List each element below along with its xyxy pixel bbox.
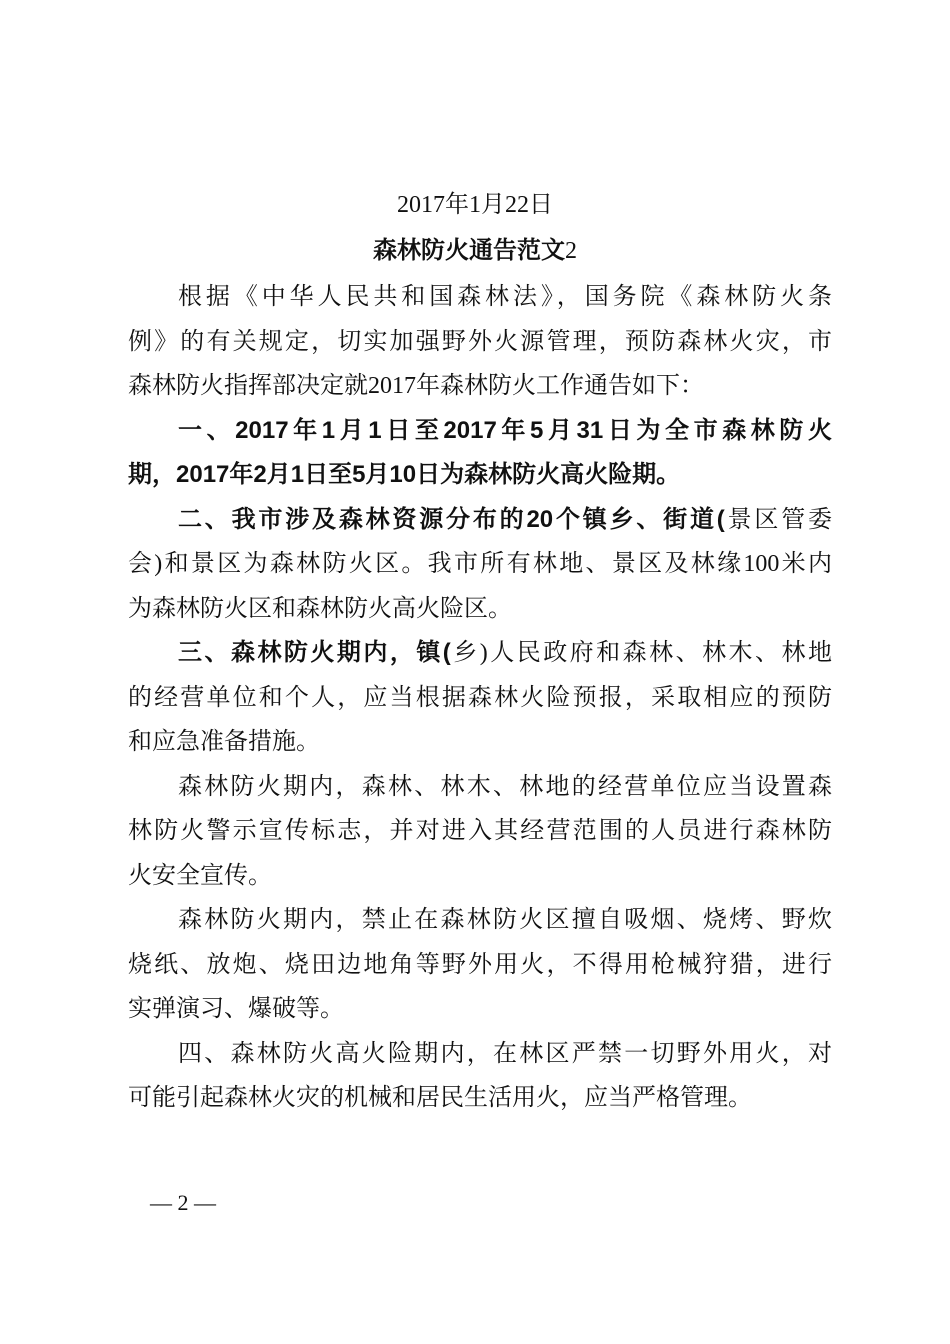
bold-run: 三、森林防火期内，镇( xyxy=(178,639,451,666)
paragraph-item-2 xyxy=(128,498,832,632)
paragraph-line: 会)和景区为森林防火区。我市所有林地、景区及林缘100米内 xyxy=(128,551,832,577)
paragraph-item-4 xyxy=(128,1032,832,1121)
paragraph-intro xyxy=(128,275,832,409)
document-title-number: 2 xyxy=(565,238,577,264)
paragraph-line: 森林防火指挥部决定就2017年森林防火工作通告如下： xyxy=(128,373,704,399)
paragraph-line xyxy=(128,498,832,543)
paragraph-line: 可能引起森林火灾的机械和居民生活用火，应当严格管理。 xyxy=(128,1084,752,1111)
paragraph-line: 根据《中华人民共和国森林法》，国务院《森林防火条 xyxy=(178,284,832,310)
paragraph-item-3 xyxy=(128,631,832,765)
paragraph-line: 一、2017年1月1日至2017年5月31日为全市森林防火 xyxy=(178,416,832,444)
document-body xyxy=(128,275,832,1121)
paragraph-signage xyxy=(128,765,832,899)
regular-run: 景区管委 xyxy=(724,506,832,533)
document-title xyxy=(0,230,950,265)
document-title-text: 森林防火通告范文 xyxy=(373,238,565,264)
document-date: 2017年1月22日 xyxy=(397,192,553,218)
bold-run: 二、我市涉及森林资源分布的20个镇乡、街道( xyxy=(178,505,725,533)
paragraph-line: 四、森林防火高火险期内，在林区严禁一切野外用火，对 xyxy=(178,1039,832,1067)
regular-run: 乡)人民政府和森林、林木、林地 xyxy=(450,640,832,666)
paragraph-line: 森林防火期内，禁止在森林防火区擅自吸烟、烧烤、野炊 xyxy=(178,907,832,933)
paragraph-line xyxy=(128,631,832,676)
paragraph-line: 火安全宣传。 xyxy=(128,862,272,889)
paragraph-prohibitions xyxy=(128,898,832,1032)
paragraph-line: 烧纸、放炮、烧田边地角等野外用火，不得用枪械狩猎，进行 xyxy=(128,951,832,978)
paragraph-line: 的经营单位和个人，应当根据森林火险预报，采取相应的预防 xyxy=(128,684,832,711)
page-number: — 2 — xyxy=(150,1190,216,1215)
paragraph-line: 和应急准备措施。 xyxy=(128,729,320,755)
paragraph-line: 例》的有关规定，切实加强野外火源管理，预防森林火灾，市 xyxy=(128,328,832,355)
paragraph-line: 实弹演习、爆破等。 xyxy=(128,996,344,1022)
paragraph-line: 期，2017年2月1日至5月10日为森林防火高火险期。 xyxy=(128,461,681,488)
paragraph-line: 林防火警示宣传标志，并对进入其经营范围的人员进行森林防 xyxy=(128,818,832,844)
paragraph-line: 森林防火期内，森林、林木、林地的经营单位应当设置森 xyxy=(178,773,832,800)
paragraph-line: 为森林防火区和森林防火高火险区。 xyxy=(128,595,512,622)
paragraph-item-1 xyxy=(128,409,832,498)
